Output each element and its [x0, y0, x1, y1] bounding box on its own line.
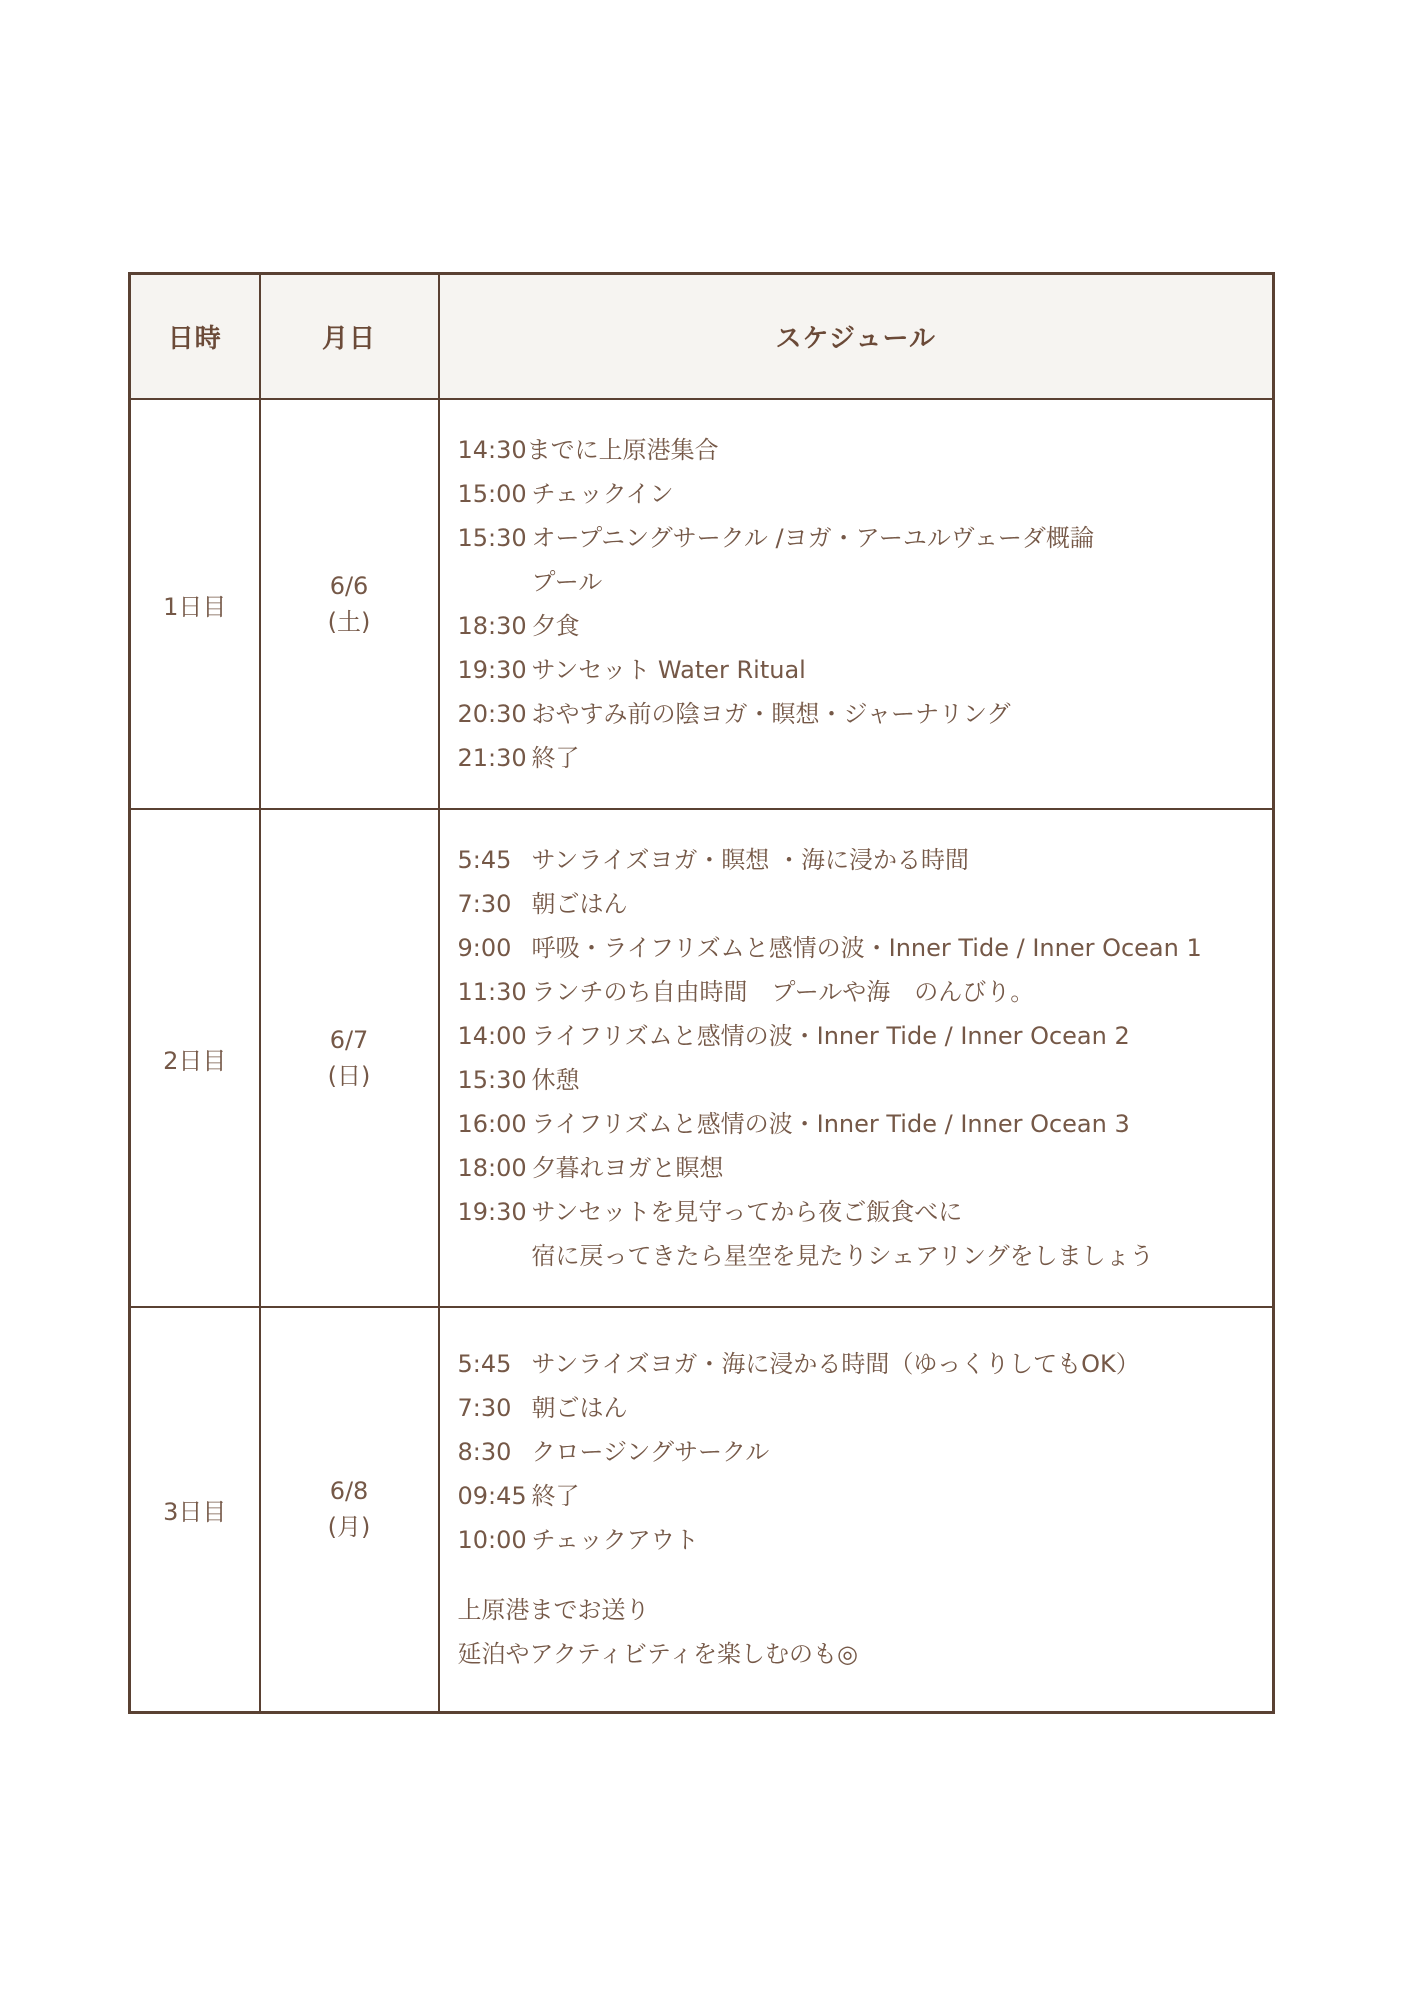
schedule-text: 上原港までお送り [457, 1596, 650, 1625]
schedule-text: おやすみ前の陰ヨガ・瞑想・ジャーナリング [531, 700, 1011, 728]
schedule-time: 21:30 [457, 744, 527, 772]
schedule-time: 18:00 [457, 1154, 527, 1182]
day3-date: 6/8 [329, 1477, 369, 1506]
day2-date: 6/7 [329, 1026, 369, 1054]
schedule-time: 11:30 [457, 978, 527, 1006]
day1-label: 1日目 [130, 399, 260, 809]
schedule-time: 20:30 [457, 700, 527, 728]
schedule-line [458, 838, 1249, 882]
schedule-time: 8:30 [457, 1438, 512, 1467]
schedule-line [458, 970, 1249, 1014]
schedule-text: サンセット Water Ritual [531, 656, 806, 684]
schedule-line [458, 1234, 1249, 1278]
table-header-row [130, 274, 1274, 400]
day2-label: 2日目 [130, 809, 260, 1307]
schedule-time: 19:30 [457, 656, 527, 684]
schedule-time: 10:00 [457, 1526, 527, 1555]
day3-weekday: (月) [327, 1513, 371, 1542]
schedule-line [458, 1632, 1249, 1676]
day2-weekday: (日) [327, 1062, 371, 1090]
schedule-text: 呼吸・ライフリズムと感情の波・Inner Tide / Inner Ocean 1 [531, 934, 1202, 962]
schedule-text: チェックイン [531, 480, 674, 508]
schedule-text: 夕食 [531, 612, 580, 640]
schedule-line [458, 1146, 1249, 1190]
schedule-line [458, 1058, 1249, 1102]
schedule-text: 終了 [531, 1482, 580, 1511]
day1-schedule-cell [439, 399, 1274, 809]
schedule-time: 7:30 [457, 890, 512, 918]
day3-label: 3日目 [130, 1307, 260, 1712]
schedule-text: 朝ごはん [531, 890, 628, 918]
schedule-line [458, 1342, 1249, 1386]
schedule-line [458, 882, 1249, 926]
header-schedule: スケジュール [439, 274, 1274, 400]
day3-schedule-cell [439, 1307, 1274, 1712]
schedule-line [458, 692, 1249, 736]
table-row-day2 [130, 809, 1274, 1307]
schedule-text: サンライズヨガ・瞑想 ・海に浸かる時間 [531, 846, 969, 874]
schedule-text: 延泊やアクティビティを楽しむのも◎ [457, 1640, 858, 1669]
schedule-time: 14:00 [457, 1022, 527, 1050]
schedule-text: クロージングサークル [531, 1438, 770, 1467]
schedule-text: ライフリズムと感情の波・Inner Tide / Inner Ocean 3 [531, 1110, 1130, 1138]
schedule-text: 夕暮れヨガと瞑想 [531, 1154, 724, 1182]
schedule-time: 5:45 [457, 846, 512, 874]
day2-schedule-cell [439, 809, 1274, 1307]
schedule-text: 14:30までに上原港集合 [457, 436, 719, 464]
schedule-time: 15:00 [457, 480, 527, 508]
schedule-line [458, 926, 1249, 970]
schedule-time: 18:30 [457, 612, 527, 640]
schedule-text: 朝ごはん [531, 1394, 628, 1423]
schedule-line [458, 1430, 1249, 1474]
day2-date-cell [260, 809, 439, 1307]
schedule-time: 16:00 [457, 1110, 527, 1138]
schedule-line [458, 1014, 1249, 1058]
schedule-time: 9:00 [457, 934, 512, 962]
schedule-text: 終了 [531, 744, 580, 772]
schedule-time: 09:45 [457, 1482, 527, 1511]
schedule-text: サンライズヨガ・海に浸かる時間（ゆっくりしてもOK） [531, 1350, 1140, 1379]
schedule-time: 5:45 [457, 1350, 512, 1379]
schedule-text: 休憩 [531, 1066, 580, 1094]
schedule-line [458, 604, 1249, 648]
schedule-line [458, 1102, 1249, 1146]
schedule-line [458, 1518, 1249, 1562]
schedule-line [458, 472, 1249, 516]
day1-weekday: (土) [327, 608, 371, 636]
retreat-schedule-table [128, 272, 1275, 1714]
schedule-time: 19:30 [457, 1198, 527, 1226]
schedule-line [458, 1386, 1249, 1430]
table-row-day1 [130, 399, 1274, 809]
schedule-text: オープニングサークル /ヨガ・アーユルヴェーダ概論 [531, 524, 1094, 552]
blank-line-spacer [458, 1562, 1249, 1588]
schedule-line [458, 1588, 1249, 1632]
schedule-line [458, 648, 1249, 692]
schedule-text: プール [531, 568, 603, 596]
schedule-time: 7:30 [457, 1394, 512, 1423]
schedule-text: サンセットを見守ってから夜ご飯食べに [531, 1198, 963, 1226]
schedule-text: ランチのち自由時間 プールや海 のんびり。 [531, 978, 1035, 1006]
schedule-line [458, 428, 1249, 472]
schedule-text: チェックアウト [531, 1526, 699, 1555]
schedule-line [458, 1190, 1249, 1234]
header-datetime: 日時 [130, 274, 260, 400]
header-date: 月日 [260, 274, 439, 400]
day1-date-cell [260, 399, 439, 809]
schedule-time: 15:30 [457, 1066, 527, 1094]
schedule-text: ライフリズムと感情の波・Inner Tide / Inner Ocean 2 [531, 1022, 1130, 1050]
schedule-line [458, 1474, 1249, 1518]
day1-date: 6/6 [329, 572, 369, 600]
schedule-text: 宿に戻ってきたら星空を見たりシェアリングをしましょう [531, 1242, 1154, 1270]
schedule-line [458, 736, 1249, 780]
schedule-time: 15:30 [457, 524, 527, 552]
schedule-line [458, 516, 1249, 560]
schedule-line [458, 560, 1249, 604]
day3-date-cell [260, 1307, 439, 1712]
table-row-day3 [130, 1307, 1274, 1712]
